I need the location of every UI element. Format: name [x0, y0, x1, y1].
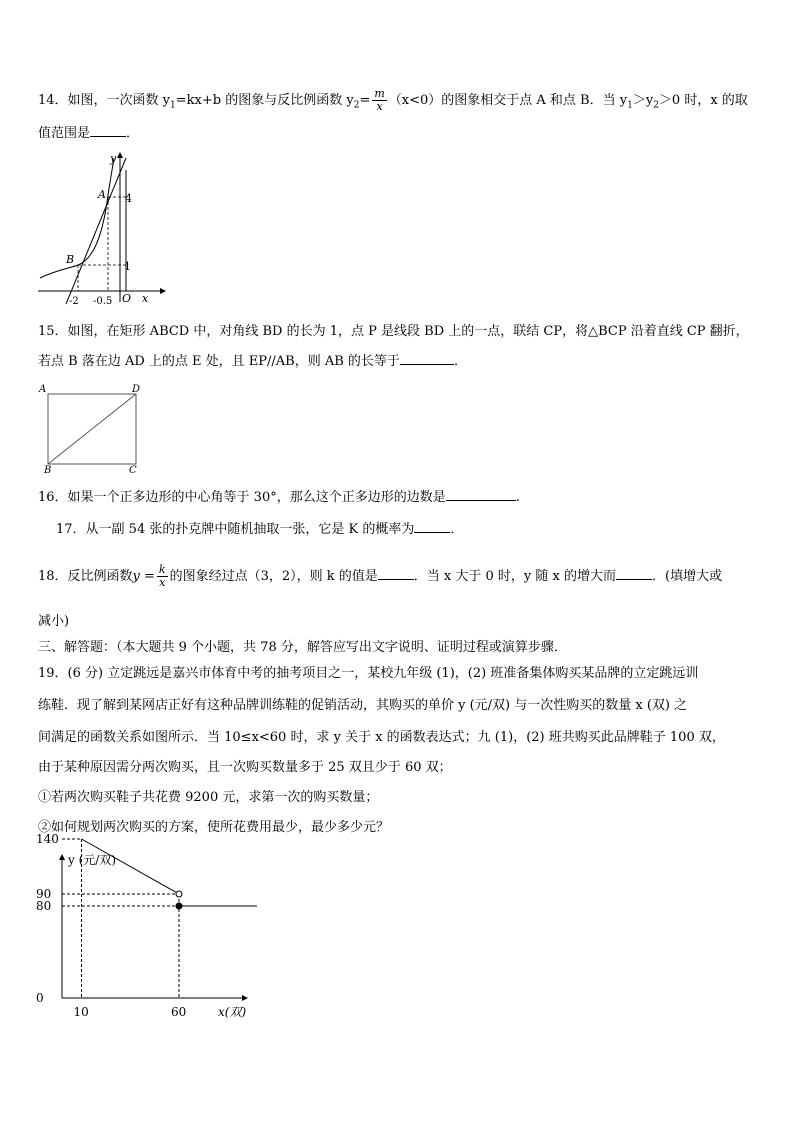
- chart-y-tick-0: 0: [36, 991, 44, 1005]
- q19-price-chart: [30, 832, 260, 1023]
- rect-label-b: B: [44, 465, 52, 476]
- answer-blank: [446, 488, 516, 501]
- rect-label-a: A: [39, 384, 47, 395]
- chart-x-tick-60: 60: [171, 1005, 187, 1019]
- q19-item1: ①若两次购买鞋子共花费 9200 元，求第一次的购买数量；: [38, 790, 379, 805]
- answer-blank: [90, 124, 126, 137]
- q15-figure: [36, 382, 146, 474]
- q19-line3: 间满足的函数关系如图所示．当 10≤x<60 时，求 y 关于 x 的函数表达式；九 (1)，(2) 班共购买此品牌鞋子 100 双，: [38, 730, 725, 745]
- q14-line2: 值范围是 ．: [38, 126, 140, 141]
- fig-point-b: B: [66, 253, 75, 266]
- rect-label-d: D: [132, 384, 141, 395]
- q14-figure: [36, 150, 166, 308]
- fig-tick-m05: -0.5: [93, 296, 113, 307]
- fig-tick-m2: -2: [69, 296, 79, 307]
- answer-blank: [378, 567, 414, 580]
- fig-tick-1: 1: [124, 260, 131, 273]
- answer-blank: [414, 520, 450, 533]
- fig-x-label: x: [142, 292, 149, 305]
- q17-line: 17．从一副 54 张的扑克牌中随机抽取一张，它是 K 的概率为 ．: [56, 522, 464, 537]
- chart-y-tick-90: 90: [36, 887, 52, 901]
- q16-line: 16．如果一个正多边形的中心角等于 30°，那么这个正多边形的边数是 .: [38, 490, 520, 505]
- q19-line1: 19．(6 分) 立定跳远是嘉兴市体育中考的抽考项目之一，某校九年级 (1)，(2) 班准备集体购买某品牌的立定跳远训: [38, 666, 699, 681]
- q15-line2: 若点 B 落在边 AD 上的点 E 处，且 EP//AB，则 AB 的长等于 ．: [38, 354, 467, 369]
- q15-line1: 15．如图，在矩形 ABCD 中，对角线 BD 的长为 1，点 P 是线段 BD 上的一点，联结 CP，将△BCP 沿着直线 CP 翻折，: [38, 324, 749, 339]
- chart-y-tick-140: 140: [36, 832, 59, 846]
- chart-y-arrow: [59, 854, 65, 860]
- q18-line2: 减小): [38, 614, 70, 629]
- rect-label-c: C: [129, 465, 137, 476]
- q19-item2: ②如何规划两次购买的方案，使所花费用最少，最少多少元？: [38, 820, 390, 835]
- q18-fraction: $\frac{k}{x}$: [158, 563, 166, 589]
- chart-y-tick-80: 80: [36, 899, 52, 913]
- answer-blank: [616, 567, 652, 580]
- fig-point-a: A: [98, 188, 106, 201]
- section-3-heading: 三、解答题：（本大题共 9 个小题，共 78 分，解答应写出文字说明、证明过程或演算步骤．: [38, 640, 567, 655]
- chart-y-label: y (元/双): [68, 853, 117, 867]
- q19-line4: 由于某种原因需分两次购买，且一次购买数量多于 25 双且少于 60 双；: [38, 760, 452, 775]
- q18-line1: 18．反比例函数y = $\frac{k}{x}$ 的图象经过点（3，2），则 k 的值是 ．当 x 大于 0 时，y 随 x 的增大而 ．(填增大或: [38, 563, 723, 589]
- chart-open-point: [176, 891, 182, 897]
- q14-line1: 14．如图，一次函数 $y_1=kx+b$ 的图象与反比例函数 $y_2=$ $\frac{m}{x}$ （x<0）的图象相交于点 A 和点 B．当 $y_1>y_2>0$ 时，x 的取: [38, 87, 748, 113]
- chart-closed-point: [176, 903, 182, 909]
- fig-origin-label: O: [122, 292, 132, 305]
- fig-y-label: y: [110, 152, 117, 165]
- q14-fraction: $\frac{m}{x}$: [374, 87, 385, 113]
- fig-tick-4: 4: [125, 192, 132, 205]
- q19-line2: 练鞋．现了解到某网店正好有这种品牌训练鞋的促销活动，其购买的单价 y (元/双) 与一次性购买的数量 x (双) 之: [38, 698, 688, 713]
- answer-blank: [400, 352, 454, 365]
- chart-x-tick-10: 10: [73, 1005, 89, 1019]
- chart-x-label: x(双): [218, 1005, 247, 1019]
- chart-x-arrow: [242, 995, 248, 1001]
